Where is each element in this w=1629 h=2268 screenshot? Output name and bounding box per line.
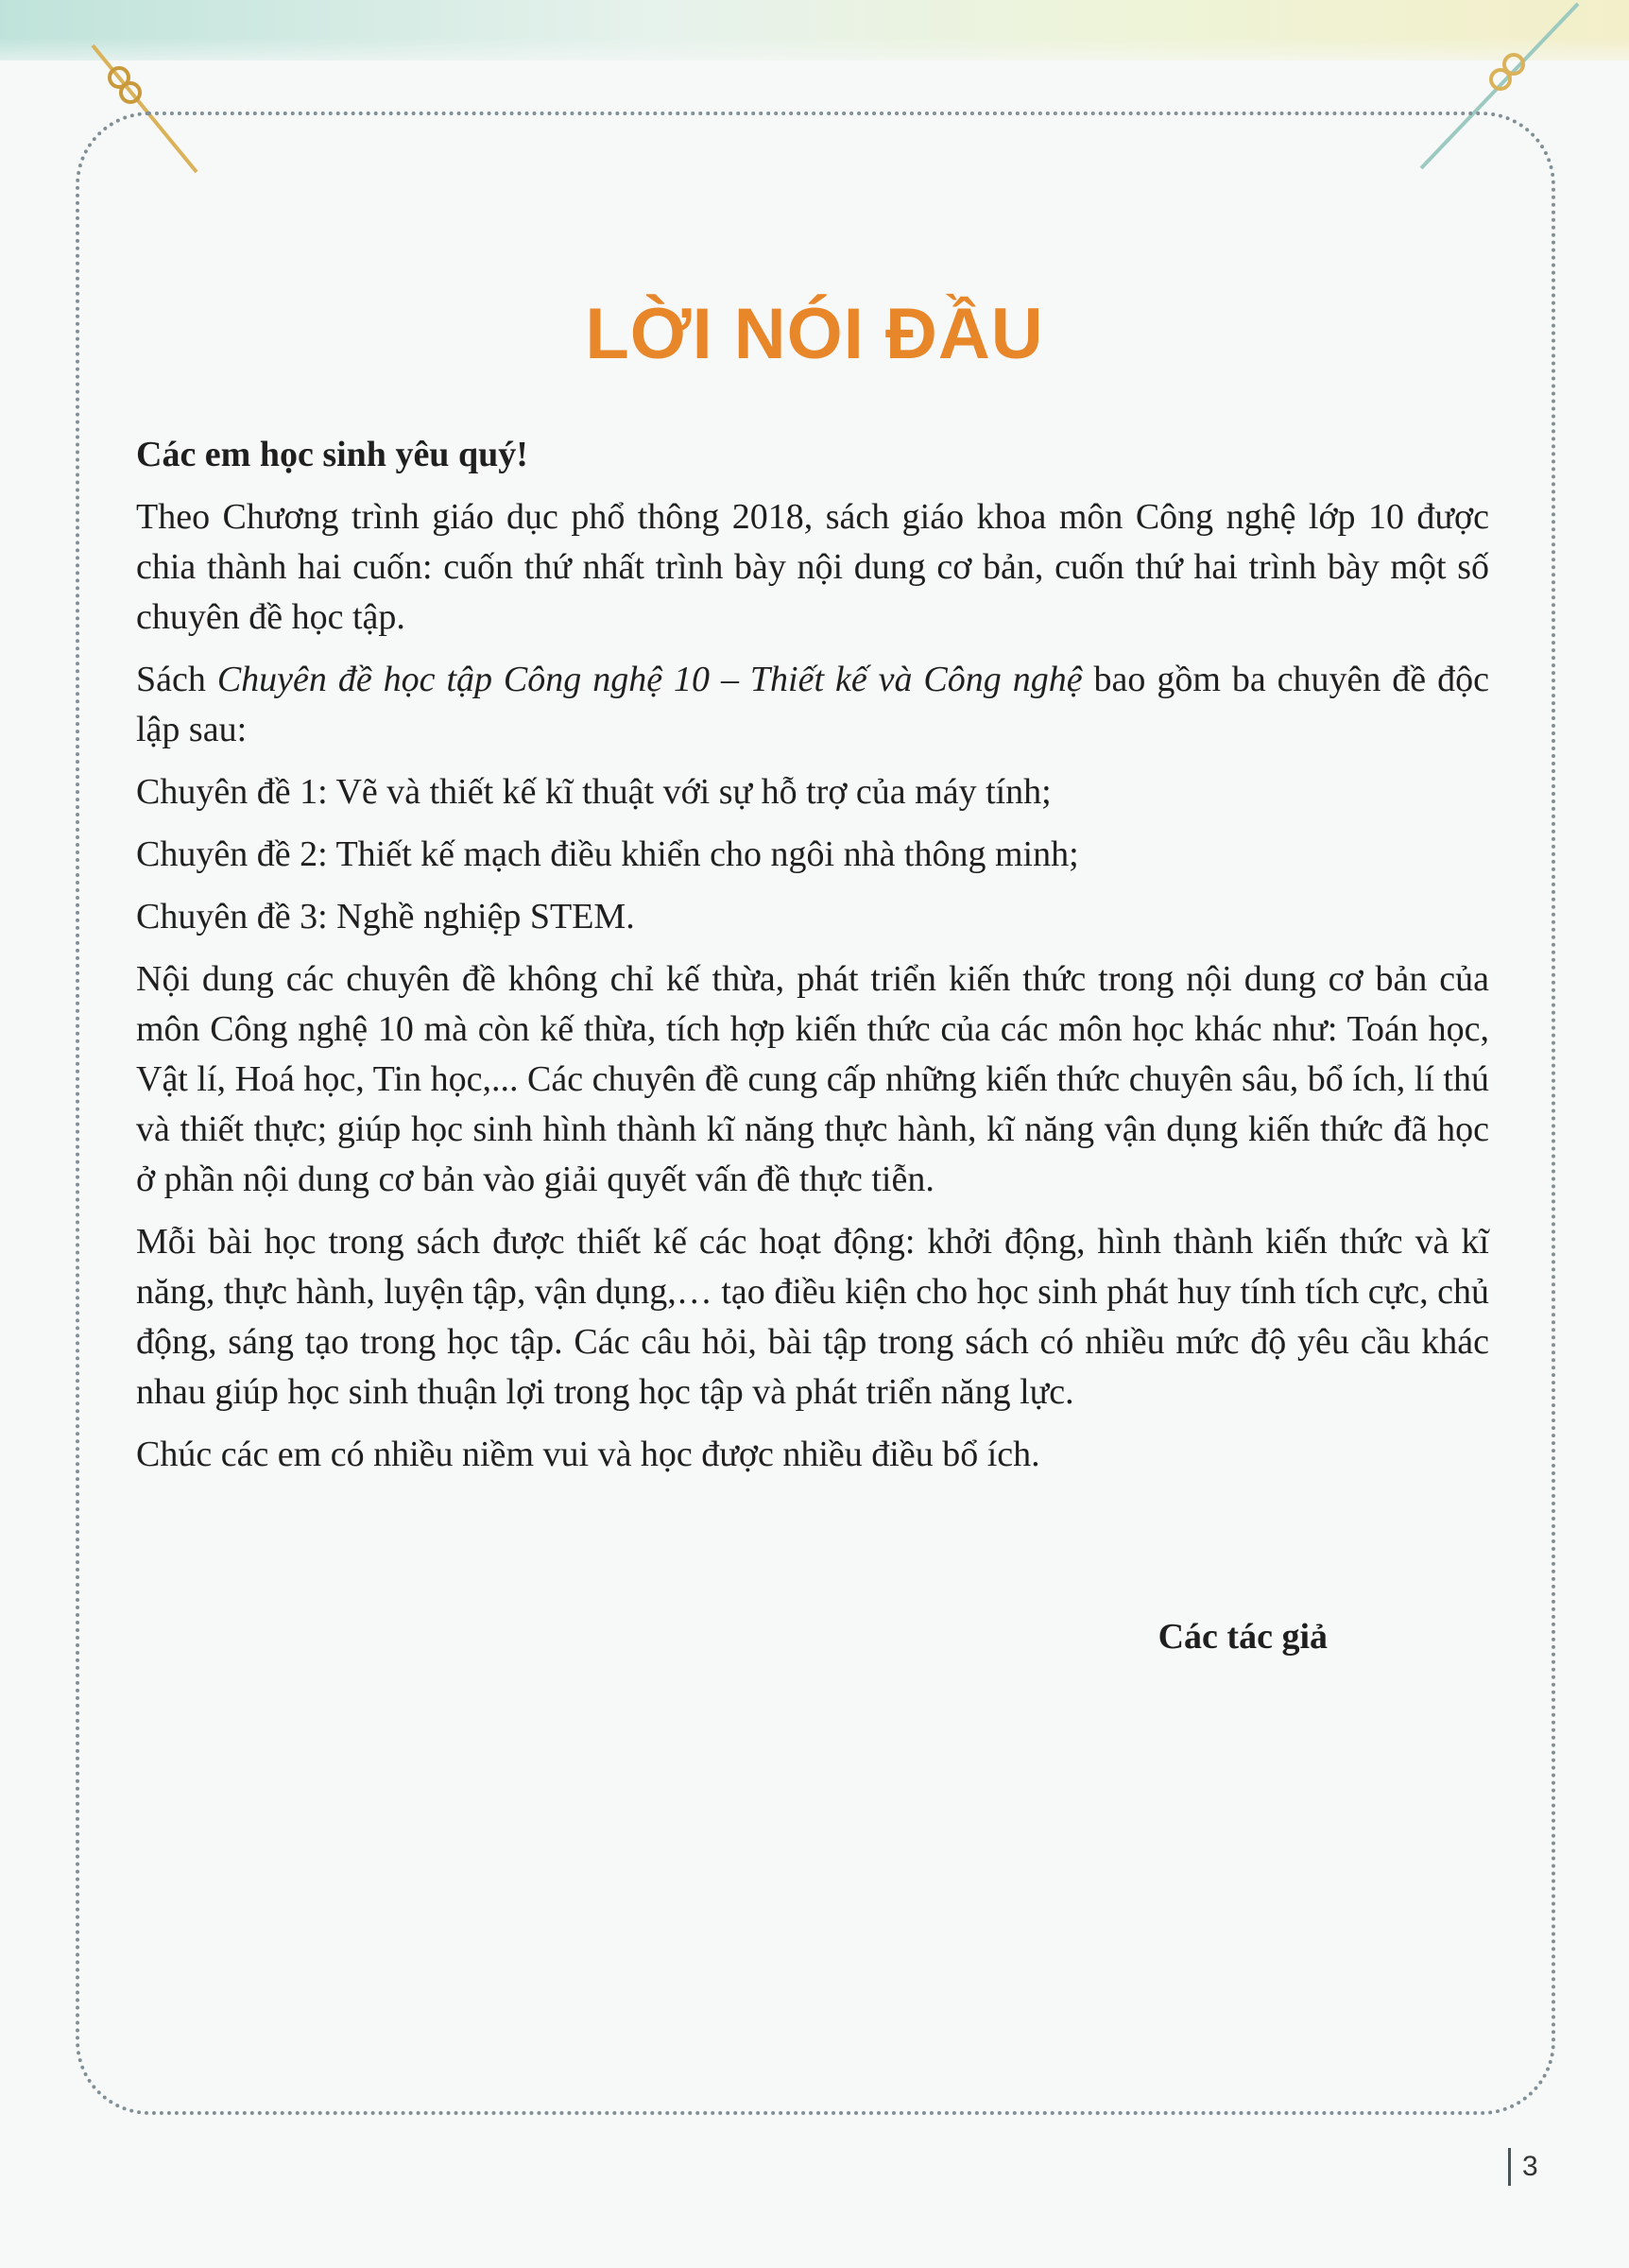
paragraph-content: Nội dung các chuyên đề không chỉ kế thừa, phát triển kiến thức trong nội dung cơ bản của môn Công nghệ 10 mà còn kế thừa, tích hợp kiến thức của các môn học khác như: Toán học, Vật lí, Hoá học, Tin học,... Các chuyên đề cung cấp những kiến thức chuyên sâu, bổ ích, lí thú và thiết thực; giúp học sinh hình thành kĩ năng thực hành, kĩ năng vận dụng kiến thức đã học ở phần nội dung cơ bản vào giải quyết vấn đề thực tiễn. xyxy=(136,959,1489,1199)
paragraph-closing: Chúc các em có nhiều niềm vui và học được nhiều điều bổ ích. xyxy=(136,1435,1040,1474)
page-number: 3 xyxy=(1508,2148,1538,2186)
book-description-tail: bao gồm ba chuyên đề độc lập sau: xyxy=(136,660,1489,749)
paragraph-book-description xyxy=(136,655,1489,755)
book-title-italic: Chuyên đề học tập Công nghệ 10 – Thiết kế và Công nghệ xyxy=(216,660,1083,699)
topic-item-2: Chuyên đề 2: Thiết kế mạch điều khiển cho ngôi nhà thông minh; xyxy=(136,834,1079,874)
salutation: Các em học sinh yêu quý! xyxy=(136,435,528,474)
preface-body xyxy=(136,430,1489,1492)
paragraph-intro: Theo Chương trình giáo dục phổ thông 2018, sách giáo khoa môn Công nghệ lớp 10 được chia thành hai cuốn: cuốn thứ nhất trình bày nội dung cơ bản, cuốn thứ hai trình bày một số chuyên đề học tập. xyxy=(136,497,1489,637)
signature: Các tác giả xyxy=(1157,1617,1328,1657)
top-band-fade xyxy=(0,38,1629,76)
paragraph-lessons: Mỗi bài học trong sách được thiết kế các hoạt động: khởi động, hình thành kiến thức và kĩ năng, thực hành, luyện tập, vận dụng,… tạo điều kiện cho học sinh phát huy tính tích cực, chủ động, sáng tạo trong học tập. Các câu hỏi, bài tập trong sách có nhiều mức độ yêu cầu khác nhau giúp học sinh thuận lợi trong học tập và phát triển năng lực. xyxy=(136,1222,1489,1412)
page-title: LỜI NÓI ĐẦU xyxy=(585,294,1044,374)
topic-item-1: Chuyên đề 1: Vẽ và thiết kế kĩ thuật với sự hỗ trợ của máy tính; xyxy=(136,772,1052,812)
book-description-lead: Sách xyxy=(136,660,217,699)
topic-item-3: Chuyên đề 3: Nghề nghiệp STEM. xyxy=(136,897,635,936)
